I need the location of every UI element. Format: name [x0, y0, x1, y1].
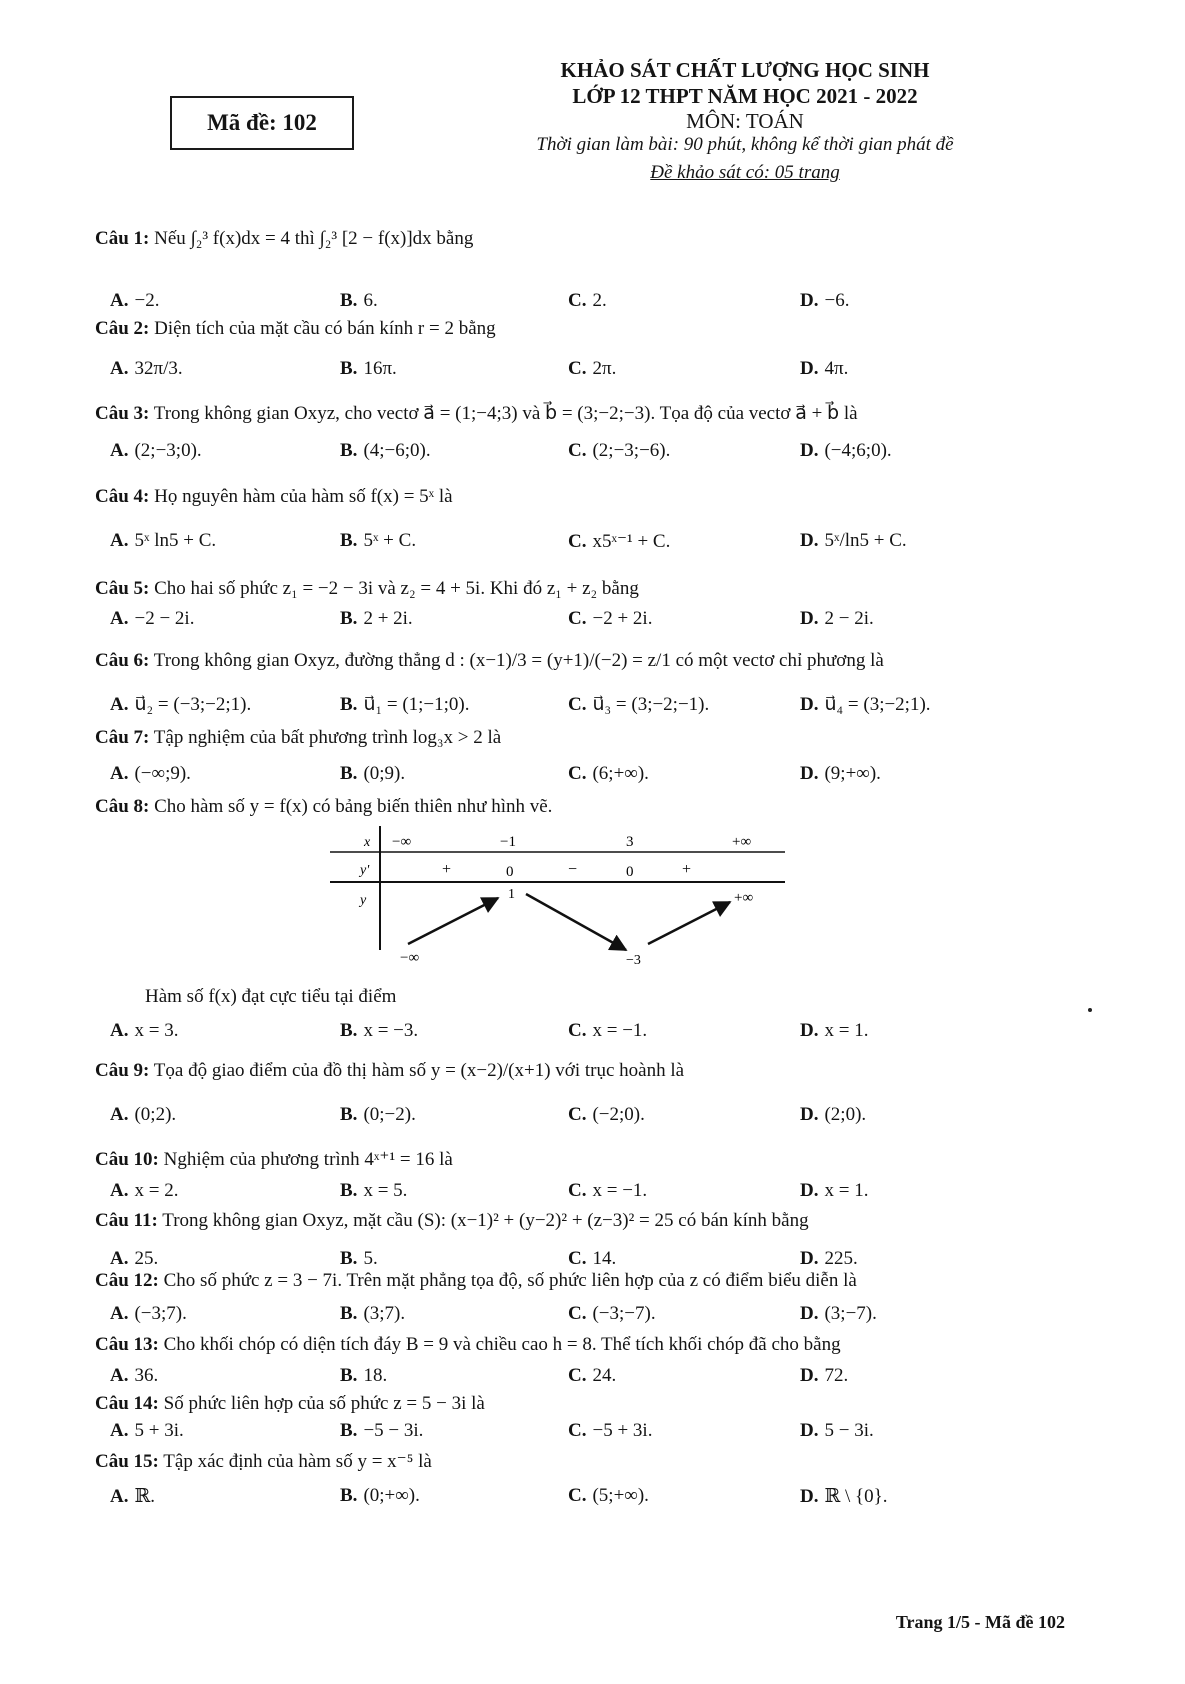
answer-option-b: B. (3;7). — [340, 1303, 406, 1324]
question-text: Tập xác định của hàm số y = x⁻⁵ là — [163, 1451, 432, 1472]
answer-option-a: A. 36. — [110, 1365, 159, 1386]
answer-option-d: D. (2;0). — [800, 1104, 867, 1125]
variation-table — [330, 826, 790, 976]
answer-option-c: C. u⃗₃ = (3;−2;−1). — [568, 694, 710, 715]
question-text: Trong không gian Oxyz, cho vectơ a⃗ = (1;−4;3) và b⃗ = (3;−2;−3). Tọa độ của vectơ a⃗ + b⃗ là — [153, 403, 858, 424]
question-label: Câu 14: — [95, 1393, 159, 1414]
question-13 — [95, 1334, 841, 1356]
arrow-down — [526, 894, 626, 950]
question-8 — [95, 796, 552, 818]
question-label: Câu 8: — [95, 796, 150, 817]
question-text: Nếu ∫₂³ f(x)dx = 4 thì ∫₂³ [2 − f(x)]dx bằng — [154, 228, 474, 249]
question-text: Cho số phức z = 3 − 7i. Trên mặt phẳng tọa độ, số phức liên hợp của z có điểm biểu diễn là — [163, 1270, 857, 1291]
answer-option-c: C. 2. — [568, 290, 607, 311]
answer-option-c: C. −5 + 3i. — [568, 1420, 653, 1441]
answer-option-a: A. 5ˣ ln5 + C. — [110, 530, 217, 551]
answer-option-b: B. (0;−2). — [340, 1104, 416, 1125]
question-9 — [95, 1060, 684, 1082]
answer-option-b: B. 18. — [340, 1365, 388, 1386]
answer-option-a: A. 25. — [110, 1248, 159, 1269]
answer-option-a: A. (2;−3;0). — [110, 440, 202, 461]
question-7 — [95, 727, 501, 749]
question-label: Câu 3: — [95, 403, 150, 424]
answer-option-b: B. 2 + 2i. — [340, 608, 413, 629]
question-label: Câu 4: — [95, 486, 150, 507]
question-text: Cho hai số phức z₁ = −2 − 3i và z₂ = 4 + 5i. Khi đó z₁ + z₂ bằng — [154, 578, 639, 599]
question-text: Cho hàm số y = f(x) có bảng biến thiên như hình vẽ. — [154, 796, 553, 817]
answer-option-a: A. −2. — [110, 290, 160, 311]
question-11 — [95, 1210, 809, 1232]
answer-option-c: C. −2 + 2i. — [568, 608, 653, 629]
answer-option-c: C. x = −1. — [568, 1020, 648, 1041]
answer-option-d: D. u⃗₄ = (3;−2;1). — [800, 694, 931, 715]
question-label: Câu 5: — [95, 578, 150, 599]
answer-option-d: D. 4π. — [800, 358, 849, 379]
answer-option-b: B. 6. — [340, 290, 378, 311]
question-label: Câu 12: — [95, 1270, 159, 1291]
question-text: Trong không gian Oxyz, mặt cầu (S): (x−1)² + (y−2)² + (z−3)² = 25 có bán kính bằng — [162, 1210, 809, 1231]
table-x-label: x — [364, 835, 371, 850]
answer-option-b: B. −5 − 3i. — [340, 1420, 424, 1441]
answer-option-c: C. 14. — [568, 1248, 617, 1269]
answer-option-a: A. (0;2). — [110, 1104, 177, 1125]
sign-5: + — [682, 861, 692, 878]
answer-option-b: B. (0;+∞). — [340, 1485, 420, 1506]
answer-option-c: C. (2;−3;−6). — [568, 440, 671, 461]
question-text: Diện tích của mặt cầu có bán kính r = 2 bằng — [154, 318, 496, 339]
answer-option-b: B. x = 5. — [340, 1180, 408, 1201]
question-subtext: Hàm số f(x) đạt cực tiểu tại điểm — [145, 986, 397, 1007]
question-label: Câu 6: — [95, 650, 150, 671]
sign-1: + — [442, 861, 452, 878]
question-text: Số phức liên hợp của số phức z = 5 − 3i là — [163, 1393, 485, 1414]
header-line-1: KHẢO SÁT CHẤT LƯỢNG HỌC SINH — [560, 58, 930, 82]
question-text: Tập nghiệm của bất phương trình log₃x > 2 là — [153, 727, 502, 748]
answer-option-d: D. 225. — [800, 1248, 858, 1269]
question-text: Họ nguyên hàm của hàm số f(x) = 5ˣ là — [154, 486, 453, 507]
answer-option-a: A. 5 + 3i. — [110, 1420, 184, 1441]
question-label: Câu 2: — [95, 318, 150, 339]
answer-option-d: D. 5ˣ/ln5 + C. — [800, 530, 907, 551]
x-value-3: 3 — [626, 834, 634, 850]
question-2 — [95, 318, 496, 340]
question-12 — [95, 1270, 857, 1292]
answer-option-b: B. (0;9). — [340, 763, 406, 784]
question-6 — [95, 650, 884, 672]
question-label: Câu 13: — [95, 1334, 159, 1355]
header-line-5: Đề khảo sát có: 05 trang — [650, 162, 840, 183]
answer-option-c: C. (−2;0). — [568, 1104, 645, 1125]
arrow-up-1 — [408, 898, 498, 944]
answer-option-b: B. 5ˣ + C. — [340, 530, 417, 551]
answer-option-c: C. 2π. — [568, 358, 617, 379]
x-value-1: −∞ — [392, 834, 412, 850]
question-text: Trong không gian Oxyz, đường thẳng d : (x−1)/3 = (y+1)/(−2) = z/1 có một vectơ chỉ phương là — [153, 650, 884, 671]
question-10 — [95, 1148, 453, 1171]
answer-option-c: C. (−3;−7). — [568, 1303, 656, 1324]
question-text: Cho khối chóp có diện tích đáy B = 9 và chiều cao h = 8. Thể tích khối chóp đã cho bằng — [163, 1334, 841, 1355]
stray-dot — [1088, 1008, 1092, 1012]
answer-option-a: A. −2 − 2i. — [110, 608, 195, 629]
answer-option-a: A. u⃗₂ = (−3;−2;1). — [110, 694, 252, 715]
question-text: Nghiệm của phương trình 4ˣ⁺¹ = 16 là — [163, 1149, 453, 1170]
exam-code-box — [170, 96, 354, 150]
question-3 — [95, 402, 858, 425]
answer-option-d: D. x = 1. — [800, 1180, 869, 1201]
question-5 — [95, 578, 639, 600]
answer-option-d: D. 2 − 2i. — [800, 608, 874, 629]
answer-option-b: B. (4;−6;0). — [340, 440, 431, 461]
answer-option-b: B. 16π. — [340, 358, 397, 379]
arrow-up-2 — [648, 902, 730, 944]
table-yp-label: y' — [360, 863, 370, 878]
answer-option-c: C. (6;+∞). — [568, 763, 649, 784]
header-line-3: MÔN: TOÁN — [686, 109, 804, 133]
answer-option-c: C. 24. — [568, 1365, 617, 1386]
answer-option-a: A. (−∞;9). — [110, 763, 191, 784]
question-text: Tọa độ giao điểm của đồ thị hàm số y = (x−2)/(x+1) với trục hoành là — [153, 1060, 685, 1081]
question-14 — [95, 1393, 485, 1415]
answer-option-d: D. (9;+∞). — [800, 763, 881, 784]
exam-code: Mã đề: 102 — [207, 110, 317, 135]
x-value-4: +∞ — [732, 834, 752, 850]
answer-option-d: D. (−4;6;0). — [800, 440, 892, 461]
answer-option-d: D. −6. — [800, 290, 850, 311]
answer-option-d: D. x = 1. — [800, 1020, 869, 1041]
answer-option-c: C. (5;+∞). — [568, 1485, 649, 1506]
answer-option-d: D. ℝ \ {0}. — [800, 1486, 888, 1507]
question-label: Câu 1: — [95, 228, 150, 249]
answer-option-c: C. x5ˣ⁻¹ + C. — [568, 531, 671, 552]
y-value-2: 1 — [508, 887, 515, 902]
answer-option-d: D. 72. — [800, 1365, 849, 1386]
answer-option-d: D. (3;−7). — [800, 1303, 877, 1324]
question-15 — [95, 1450, 432, 1473]
table-y-label: y — [360, 893, 367, 908]
answer-option-b: B. x = −3. — [340, 1020, 419, 1041]
question-4 — [95, 486, 453, 508]
y-value-3: −3 — [626, 953, 641, 968]
answer-option-d: D. 5 − 3i. — [800, 1420, 874, 1441]
question-label: Câu 9: — [95, 1060, 150, 1081]
sign-3: − — [568, 861, 578, 878]
y-value-4: +∞ — [734, 890, 754, 906]
answer-option-a: A. ℝ. — [110, 1486, 156, 1507]
question-label: Câu 7: — [95, 727, 150, 748]
sign-4: 0 — [626, 864, 634, 880]
answer-option-a: A. x = 2. — [110, 1180, 179, 1201]
sign-2: 0 — [506, 864, 514, 880]
question-label: Câu 10: — [95, 1149, 159, 1170]
question-label: Câu 11: — [95, 1210, 158, 1231]
answer-option-b: B. 5. — [340, 1248, 378, 1269]
answer-option-b: B. u⃗₁ = (1;−1;0). — [340, 694, 470, 715]
answer-option-a: A. 32π/3. — [110, 358, 183, 379]
answer-option-a: A. x = 3. — [110, 1020, 179, 1041]
question-1 — [95, 228, 473, 250]
header-line-2: LỚP 12 THPT NĂM HỌC 2021 - 2022 — [572, 84, 918, 108]
question-label: Câu 15: — [95, 1451, 159, 1472]
answer-option-c: C. x = −1. — [568, 1180, 648, 1201]
header-line-4: Thời gian làm bài: 90 phút, không kể thời gian phát đề — [536, 134, 954, 155]
answer-option-a: A. (−3;7). — [110, 1303, 187, 1324]
x-value-2: −1 — [500, 834, 516, 850]
page-footer: Trang 1/5 - Mã đề 102 — [895, 1612, 1065, 1632]
y-value-1: −∞ — [400, 950, 420, 966]
